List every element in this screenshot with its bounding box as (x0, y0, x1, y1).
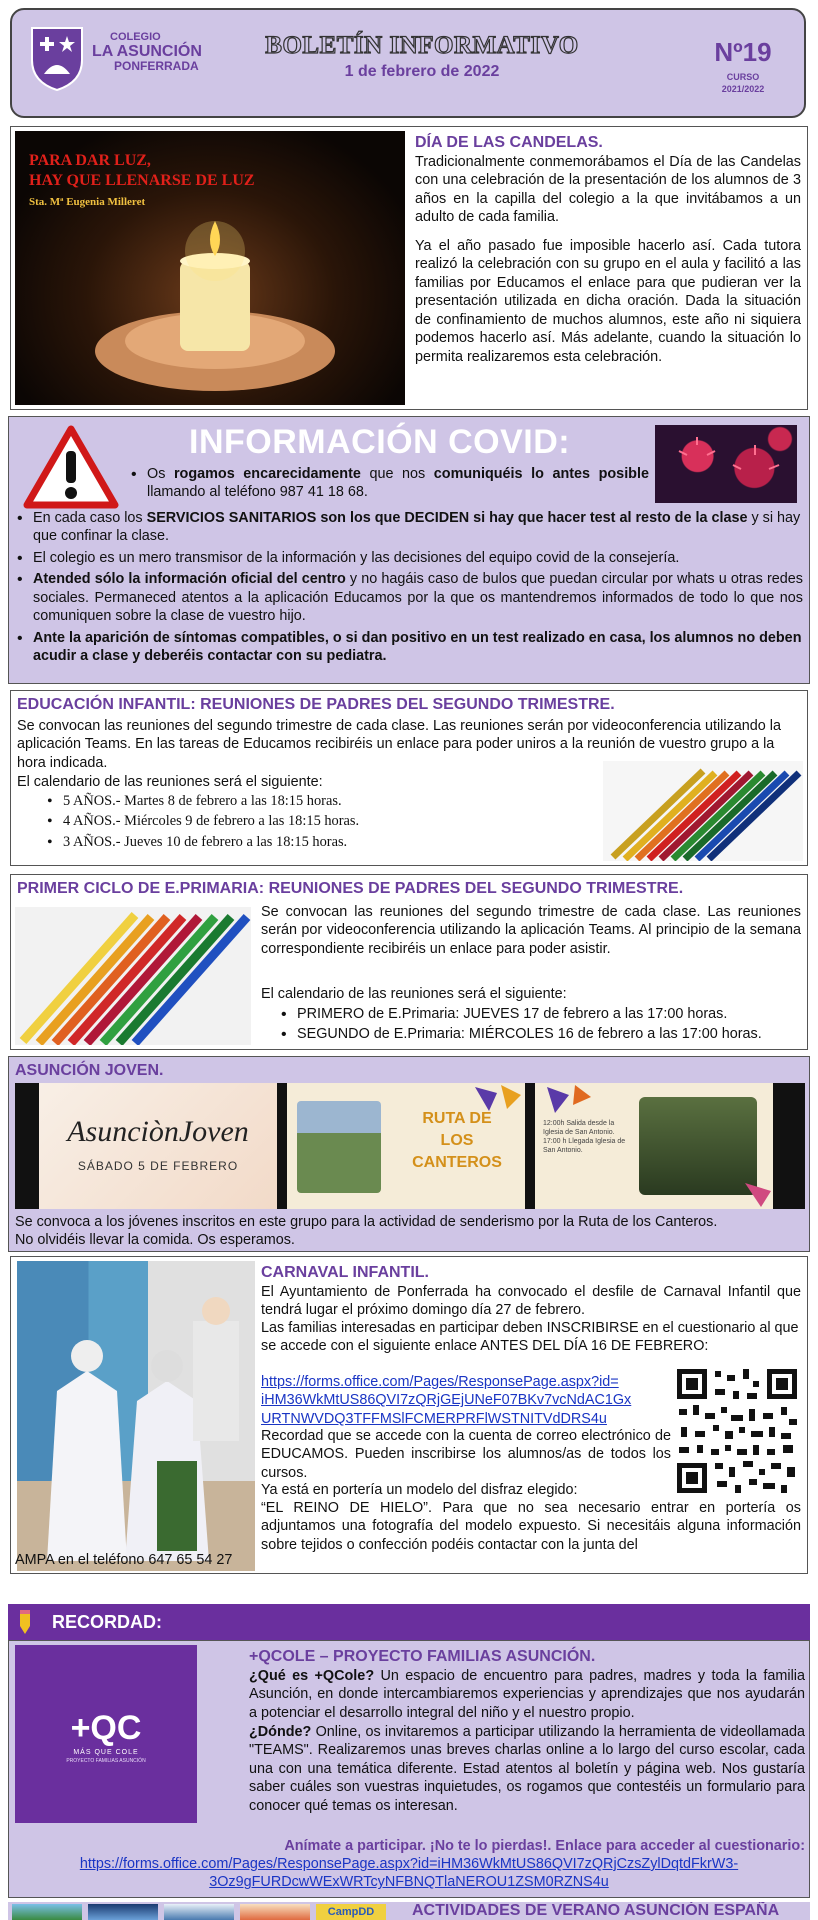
primaria-paragraph2: El calendario de las reuniones será el siguiente: (261, 986, 567, 1002)
school-logo (30, 24, 84, 92)
covid-title: INFORMACIÓN COVID: (189, 423, 571, 461)
covid-item-5-text: Ante la aparición de síntomas compatibles, o si dan positivo en un test realizado en casa, los alumnos no deben acudir a clase y deberéis contactar con su pediatra. (33, 629, 802, 665)
covid-item-1 (129, 465, 649, 502)
curso-value: 2021/2022 (721, 84, 765, 94)
school-line1: COLEGIO (110, 31, 161, 43)
infantil-item-2: • 4 AÑOS.- Miércoles 9 de febrero a las 18:15 horas. (45, 812, 485, 830)
covid-item-1-e: llamando al teléfono 987 41 18 68. (147, 484, 368, 501)
colored-pencils-image-2 (15, 907, 251, 1045)
covid-list (15, 509, 803, 666)
recordad-bar (8, 1604, 810, 1640)
carnaval-section (10, 1256, 808, 1574)
primaria-paragraph1: Se convocan las reuniones del segundo trimestre de cada clase. Las reuniones serán por videoconferencia utilizando la aplicación Teams. Al principio de la semana correspondiente recibiréis un enlace para poder asistir. (261, 904, 801, 957)
candelas-section (10, 126, 808, 410)
joven-title: ASUNCIÓN JOVEN. (15, 1062, 164, 1079)
covid-item-2-a: En cada caso los (33, 510, 147, 526)
covid-item-4-a: Atended sólo la información oficial del centro (33, 571, 346, 588)
qcole-title: +QCOLE – PROYECTO FAMILIAS ASUNCIÓN. (249, 1648, 596, 1665)
infantil-item-3: • 3 AÑOS.- Jueves 10 de febrero a las 18:15 horas. (45, 833, 485, 851)
footer-title: ACTIVIDADES DE VERANO ASUNCIÓN ESPAÑA (412, 1902, 780, 1919)
schedule-poster (535, 1083, 773, 1209)
candle-image (15, 131, 405, 405)
covid-item-5 (15, 629, 803, 666)
qcole-logo-sub: MÁS QUE COLE (73, 1749, 139, 1756)
covid-item-4 (15, 570, 803, 625)
covid-section (8, 416, 810, 684)
carnaval-paragraph3: Recordad que se accede con la cuenta de correo electrónico de EDUCAMOS. Pueden inscribirse los alumnos/as de todos los cursos. (261, 1428, 671, 1481)
qcole-where (249, 1723, 805, 1815)
curso-label: CURSO (726, 72, 760, 82)
joven-section (8, 1056, 810, 1252)
qcole-link-line1[interactable]: https://forms.office.com/Pages/ResponsePage.aspx?id=iHM36WkMtUS86QVI7zQRjCzsZylDqtdFkrW3- (79, 1856, 739, 1872)
qcole-what (249, 1667, 805, 1722)
summer-thumb-4 (240, 1904, 310, 1920)
covid-item-2-b: SERVICIOS SANITARIOS son los que DECIDEN si hay que hacer test al resto de la clase (146, 510, 748, 526)
qcole-what-q: ¿Qué es +QCole? (249, 1668, 375, 1684)
qcole-logo-text: +QC (70, 1709, 142, 1747)
qcole-logo (15, 1645, 197, 1823)
footer-strip (8, 1902, 810, 1920)
ruta-text2: LOS (440, 1132, 474, 1149)
infantil-item-1: • 5 AÑOS.- Martes 8 de febrero a las 18:15 horas. (45, 792, 485, 810)
qcole-link[interactable] (13, 1855, 805, 1892)
candelas-paragraph1: Tradicionalmente conmemorábamos el Día de las Candelas con una celebración de la presentación de los alumnos de 3 años en la capilla del colegio a la que invitábamos a un adulto de cada familia. (415, 154, 801, 226)
carnaval-paragraph4: Ya está en portería un modelo del disfraz elegido: (261, 1482, 578, 1498)
primaria-title: PRIMER CICLO DE E.PRIMARIA: REUNIONES DE PADRES DEL SEGUNDO TRIMESTRE. (17, 880, 684, 897)
candle-image-text1: PARA DAR LUZ, (29, 152, 151, 169)
candelas-title: DÍA DE LAS CANDELAS. (415, 134, 603, 151)
ruta-text1: RUTA DE (422, 1110, 492, 1127)
primaria-item-1: • PRIMERO de E.Primaria: JUEVES 17 de febrero a las 17:00 horas. (279, 1005, 803, 1023)
flower-decoration-icon (535, 1083, 773, 1209)
infantil-paragraph2: El calendario de las reuniones será el siguiente: (17, 774, 323, 790)
summer-thumb-2 (88, 1904, 158, 1920)
newsletter-title: BOLETÍN INFORMATIVO (265, 32, 579, 59)
joven-poster-date: SÁBADO 5 DE FEBRERO (77, 1159, 239, 1173)
ruta-photo (297, 1101, 381, 1193)
summer-badge: CampDD (316, 1904, 386, 1920)
covid-item-2 (15, 509, 803, 546)
summer-thumb-1 (12, 1904, 82, 1920)
primaria-item-2: • SEGUNDO de E.Primaria: MIÉRCOLES 16 de febrero a las 17:00 horas. (279, 1025, 803, 1043)
primaria-section (10, 874, 808, 1050)
carnaval-paragraph5: “EL REINO DE HIELO”. Para que no sea necesario entrar en portería os adjuntamos una fotografía del modelo expuesto. Si necesitáis alguna información sobre tejidos o confección podéis contactar con la junta del (261, 1500, 801, 1553)
carnaval-paragraph6: AMPA en el teléfono 647 65 54 27 (15, 1552, 233, 1568)
covid-item-1-b: rogamos encarecidamente (173, 466, 361, 482)
shield-icon (30, 24, 84, 92)
virus-image (655, 425, 797, 503)
candle-image-text2: HAY QUE LLENARSE DE LUZ (29, 172, 255, 189)
costume-figure-icon (17, 1261, 255, 1571)
carnaval-link[interactable] (261, 1373, 679, 1428)
pencil-icon (16, 1608, 40, 1636)
colored-pencils-image (603, 761, 803, 861)
leaf-decoration-icon (467, 1083, 525, 1113)
covid-item-3: • El colegio es un mero transmisor de la información y las decisiones del equipo covid de la consejería. (15, 549, 803, 567)
ruta-text3: CANTEROS (412, 1154, 502, 1171)
recordad-title: RECORDAD: (52, 1612, 162, 1632)
virus-icon (655, 425, 797, 503)
summer-thumbnails (12, 1904, 402, 1920)
candle-icon (85, 201, 345, 401)
primaria-schedule (279, 1005, 803, 1044)
joven-image-strip (15, 1083, 805, 1209)
carnaval-link-line1[interactable]: https://forms.office.com/Pages/ResponsePage.aspx?id= (261, 1374, 619, 1390)
costume-photo (17, 1261, 255, 1571)
school-line3: PONFERRADA (114, 59, 199, 74)
qcole-cta: Anímate a participar. ¡No te lo pierdas!. Enlace para acceder al cuestionario: (284, 1838, 805, 1854)
carnaval-link-line2[interactable]: iHM36WkMtUS86QVI7zQRjGEjUNeF07BKv7vcNdAC1Gx (261, 1392, 632, 1409)
joven-paragraph2: No olvidéis llevar la comida. Os esperamos. (15, 1232, 295, 1248)
qr-code-icon[interactable] (673, 1365, 801, 1497)
school-line2: LA ASUNCIÓN (92, 42, 202, 60)
candle-image-author: Sta. Mª Eugenia Milleret (29, 196, 146, 208)
ruta-poster (287, 1083, 525, 1209)
qcole-where-q: ¿Dónde? (249, 1724, 312, 1740)
covid-item-4-b: y no hagáis caso de bulos que puedan circular por whats u otras redes sociales. Permaneced atentos a la aplicación Educamos por la que os mantendremos informados de todo lo que nos comuniquen sobre la clase de vuestro hijo. (33, 571, 803, 625)
covid-item-1-a: Os (147, 466, 174, 482)
covid-list-first (129, 465, 649, 502)
carnaval-paragraph2: Las familias interesadas en participar deben INSCRIBIRSE en el cuestionario al que se accede con el siguiente enlace ANTES DEL DÍA 16 DE FEBRERO: (261, 1320, 799, 1355)
covid-item-1-d: comuniquéis lo antes posible (433, 466, 649, 482)
carnaval-paragraph1: El Ayuntamiento de Ponferrada ha convocado el desfile de Carnaval Infantil que tendrá lugar el próximo domingo día 27 de febrero. (261, 1284, 801, 1319)
infantil-schedule (45, 792, 485, 851)
joven-poster (39, 1083, 277, 1209)
qcole-section (8, 1640, 810, 1898)
qcole-what-a: Un espacio de encuentro para padres, madres y toda la familia Asunción, en donde intercambiaremos experiencias y aprendizajes que nos ayudarán a potenciar el desarrollo integral del niño y el nuestro propio. (249, 1668, 805, 1721)
newsletter-date: 1 de febrero de 2022 (344, 63, 500, 80)
infantil-title: EDUCACIÓN INFANTIL: REUNIONES DE PADRES DEL SEGUNDO TRIMESTRE. (17, 696, 615, 713)
qcole-logo-sub2: PROYECTO FAMILIAS ASUNCIÓN (66, 1758, 146, 1764)
carnaval-title: CARNAVAL INFANTIL. (261, 1264, 429, 1281)
joven-poster-title: AsunciònJoven (67, 1115, 249, 1148)
infantil-section (10, 690, 808, 866)
carnaval-link-line3[interactable]: URTNWVDQ3TFFMSlFCMERPRFlWSTNITVdDRS4u (261, 1410, 607, 1427)
qcole-where-a: Online, os invitaremos a participar utilizando la herramienta de videollamada "TEAMS". Realizaremos unas breves charlas online a lo largo del curso escolar, cada una con una temática diferente. Estad atentos al boletín y página web. Nos gustaría saber cuáles son vuestras inquietudes, os rogamos que contestéis un formulario para conocer qué temas os interesan. (249, 1724, 805, 1814)
warning-icon (23, 425, 119, 509)
schedule-poster-text: 12:00h Salida desde la Iglesia de San Antonio. 17:00 h Llegada Iglesia de San Antonio. (543, 1120, 626, 1155)
covid-item-2-c: y si hay que confinar la clase. (33, 510, 801, 545)
header-banner (10, 8, 806, 118)
issue-number: Nº19 (714, 37, 772, 67)
covid-item-1-c: que nos (360, 466, 434, 482)
qcole-link-line2[interactable]: 3Oz9gFURDcwWExWRTcyNFBNQTlaNEROU1ZSM0RZNS4u (209, 1874, 609, 1891)
candelas-paragraph2: Ya el año pasado fue imposible hacerlo así. Cada tutora realizó la celebración con su grupo en el aula y facilitó a las familias por Educamos el enlace para que pudieran ver la presentación utilizada en dicha oración. Dada la situación de confinamiento de muchos alumnos, este año ni siquiera podemos hacerlo así. Más adelante, cuando la situación lo permita realizaremos esta celebración. (415, 238, 801, 365)
infantil-paragraph1: Se convocan las reuniones del segundo trimestre de cada clase. Las reuniones serán por videoconferencia utilizando la aplicación Teams. En las tareas de Educamos recibiréis un enlace para poder uniros a la reunión de vuestro grupo a la hora indicada. (17, 718, 781, 771)
school-name (92, 32, 202, 73)
summer-thumb-3 (164, 1904, 234, 1920)
joven-paragraph1: Se convoca a los jóvenes inscritos en este grupo para la actividad de senderismo por la Ruta de los Canteros. (15, 1214, 718, 1230)
